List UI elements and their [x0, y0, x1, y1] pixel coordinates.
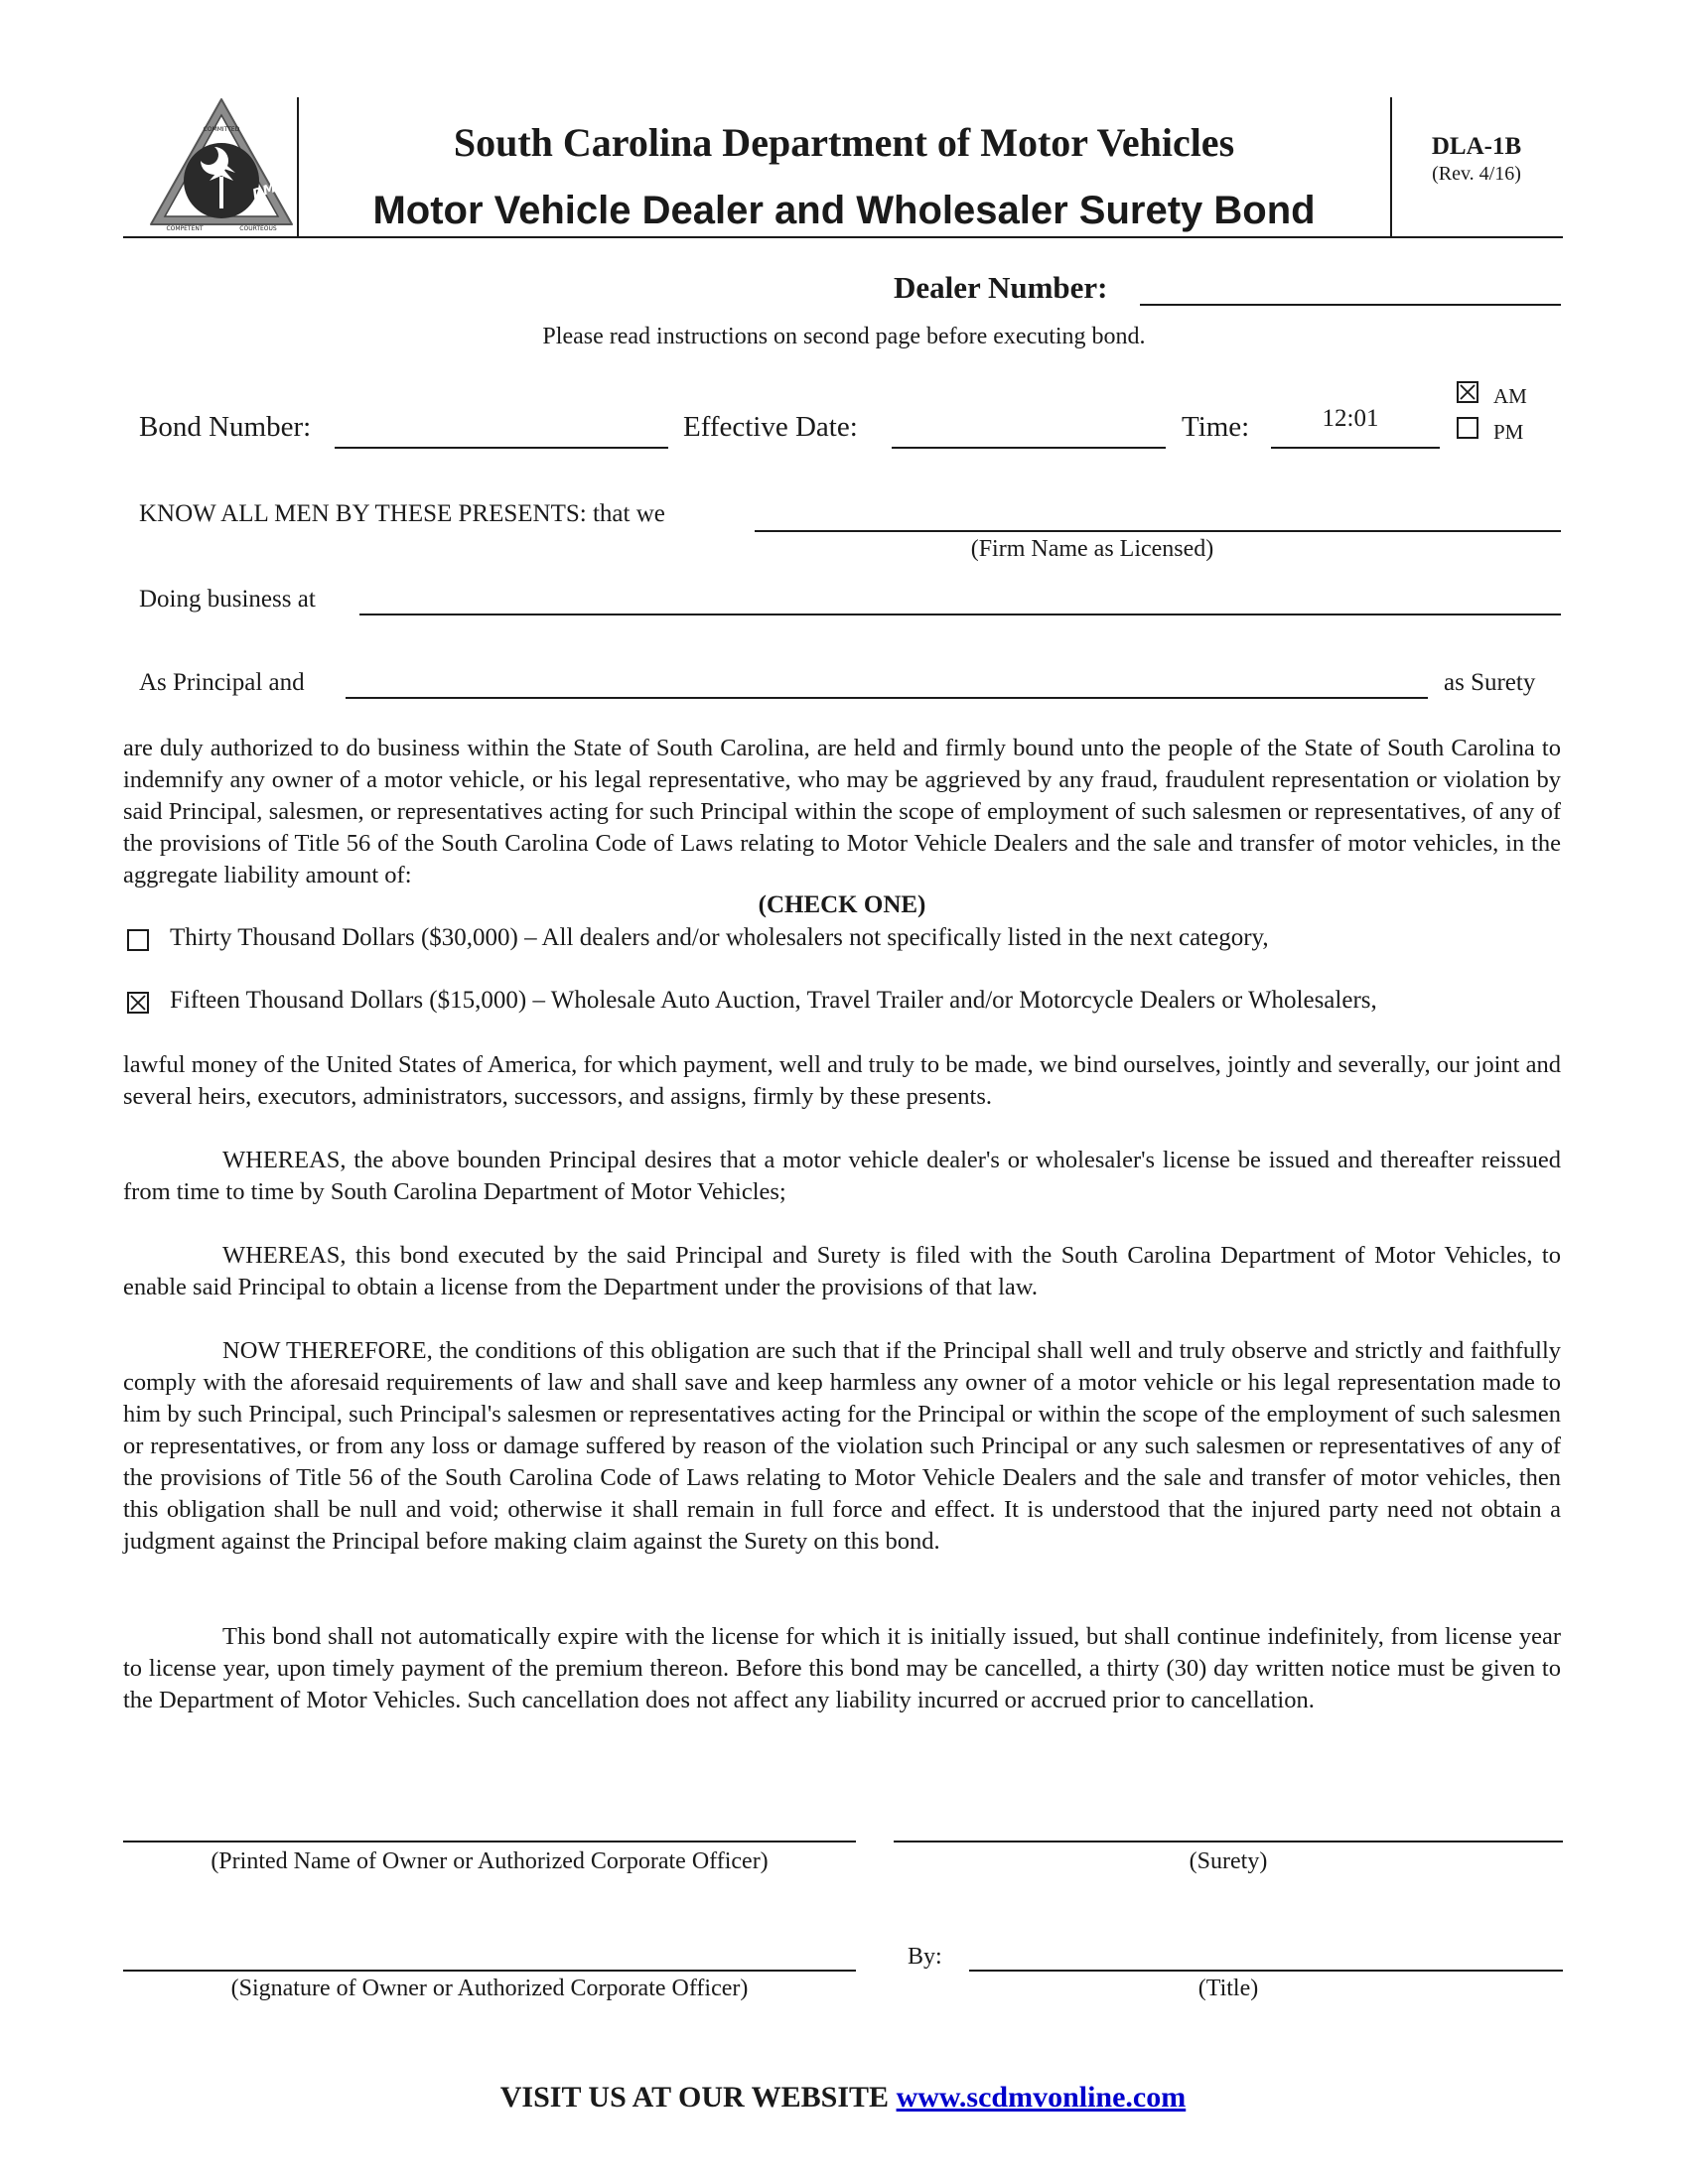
- printed-name-field[interactable]: [123, 1841, 856, 1843]
- effective-date-label: Effective Date:: [683, 411, 858, 443]
- instructions-note: Please read instructions on second page before executing bond.: [542, 324, 1146, 349]
- surety-name-field[interactable]: [346, 697, 1428, 699]
- doing-business-label: Doing business at: [139, 586, 316, 613]
- form-revision: (Rev. 4/16): [1432, 163, 1521, 185]
- pm-checkbox[interactable]: [1457, 417, 1478, 439]
- footer-visit-text: VISIT US AT OUR WEBSITE: [499, 2081, 890, 2114]
- time-label: Time:: [1182, 411, 1250, 443]
- surety-caption: (Surety): [1189, 1848, 1268, 1874]
- form-code: DLA-1B: [1431, 133, 1522, 160]
- option-30000-label: Thirty Thousand Dollars ($30,000) – All dealers and/or wholesalers not specifically listed in the next category,: [170, 924, 1269, 951]
- option-15000-checkbox[interactable]: [127, 992, 149, 1014]
- option-30000-checkbox[interactable]: [127, 929, 149, 951]
- whereas-2-paragraph: WHEREAS, this bond executed by the said Principal and Surety is filed with the South Carolina Department of Motor Vehicles, to enable said Principal to obtain a license from the Department under the provisions of that law.: [123, 1242, 1561, 1300]
- bond-number-label: Bond Number:: [139, 411, 312, 443]
- pm-label: PM: [1493, 420, 1524, 444]
- option-15000-check-x-icon: [130, 995, 146, 1011]
- by-label: By:: [908, 1944, 942, 1970]
- dealer-number-field[interactable]: [1140, 304, 1561, 306]
- title-caption: (Title): [1197, 1976, 1259, 2001]
- header-rule: [123, 236, 1563, 238]
- am-checkbox[interactable]: [1457, 381, 1478, 403]
- am-label: AM: [1493, 384, 1527, 408]
- option-15000-label: Fifteen Thousand Dollars ($15,000) – Wholesale Auto Auction, Travel Trailer and/or Motorcycle Dealers or Wholesalers,: [170, 987, 1377, 1014]
- intro-paragraph: are duly authorized to do business within the State of South Carolina, are held and firmly bound unto the people of the State of South Carolina to indemnify any owner of a motor vehicle, or his legal representative, who may be aggrieved by any fraud, fraudulent representation or violation by said Principal, salesmen, or representatives acting for such Principal within the scope of employment of such salesmen or representatives, of any of the provisions of Title 56 of the South Carolina Code of Laws relating to Motor Vehicle Dealers and the sale and transfer of motor vehicles, in the aggregate liability amount of:: [123, 735, 1561, 888]
- know-all-label: KNOW ALL MEN BY THESE PRESENTS: that we: [139, 500, 665, 527]
- agency-name: South Carolina Department of Motor Vehicles: [453, 120, 1235, 165]
- scdmv-logo-icon: [147, 95, 296, 234]
- website-link[interactable]: www.scdmvonline.com: [896, 2081, 1187, 2114]
- footer: [123, 2081, 1563, 2115]
- surety-signature-field[interactable]: [894, 1841, 1563, 1843]
- title-field[interactable]: [969, 1970, 1563, 1972]
- logo-dmv-text: DMV: [250, 178, 288, 203]
- lawful-money-paragraph: lawful money of the United States of America, for which payment, well and truly to be made, we bind ourselves, jointly and severally, our joint and several heirs, executors, administrators, successors, and assigns, firmly by these presents.: [123, 1051, 1561, 1110]
- expiry-paragraph: This bond shall not automatically expire with the license for which it is initially issued, but shall continue indefinitely, from license year to license year, upon timely payment of the premium thereon. Before this bond may be cancelled, a thirty (30) day written notice must be given to the Department of Motor Vehicles. Such cancellation does not affect any liability incurred or accrued prior to cancellation.: [123, 1623, 1561, 1713]
- principal-label: As Principal and: [139, 669, 305, 696]
- firm-name-field[interactable]: [755, 530, 1561, 532]
- am-check-x-icon: [1460, 384, 1476, 400]
- now-therefore-paragraph: NOW THEREFORE, the conditions of this obligation are such that if the Principal shall well and truly observe and strictly and faithfully comply with the aforesaid requirements of law and shall save and keep harmless any owner of a motor vehicle or his legal representation made to him by such Principal, such Principal's salesmen or representatives acting for the Principal or within the scope of the employment of such salesmen or representatives, or from any loss or damage suffered by reason of the violation such Principal or any such salesmen or representatives of any of the provisions of Title 56 of the South Carolina Code of Laws relating to Motor Vehicle Dealers and the sale and transfer of motor vehicles, then this obligation shall be null and void; otherwise it shall remain in full force and effect. It is understood that the injured party need not obtain a judgment against the Principal before making claim against the Surety on this bond.: [123, 1337, 1561, 1555]
- bond-number-field[interactable]: [335, 447, 668, 449]
- time-field[interactable]: [1271, 447, 1440, 449]
- time-value: 12:01: [1322, 405, 1379, 432]
- signature-field[interactable]: [123, 1970, 856, 1972]
- logo-courteous-text: COURTEOUS: [239, 225, 277, 232]
- whereas-1-paragraph: WHEREAS, the above bounden Principal desires that a motor vehicle dealer's or wholesaler's license be issued and thereafter reissued from time to time by South Carolina Department of Motor Vehicles;: [123, 1147, 1561, 1205]
- form-title: Motor Vehicle Dealer and Wholesaler Surety Bond: [372, 189, 1316, 232]
- effective-date-field[interactable]: [892, 447, 1166, 449]
- dealer-number-label: Dealer Number:: [894, 270, 1108, 305]
- firm-name-caption: (Firm Name as Licensed): [970, 536, 1214, 562]
- logo-committed-text: COMMITTED: [203, 126, 240, 133]
- signature-caption: (Signature of Owner or Authorized Corporate Officer): [230, 1976, 749, 2001]
- logo-competent-text: COMPETENT: [166, 225, 204, 232]
- as-surety-label: as Surety: [1444, 669, 1536, 696]
- check-one-heading: (CHECK ONE): [758, 891, 926, 918]
- doing-business-field[interactable]: [359, 614, 1561, 615]
- printed-name-caption: (Printed Name of Owner or Authorized Corporate Officer): [211, 1848, 769, 1874]
